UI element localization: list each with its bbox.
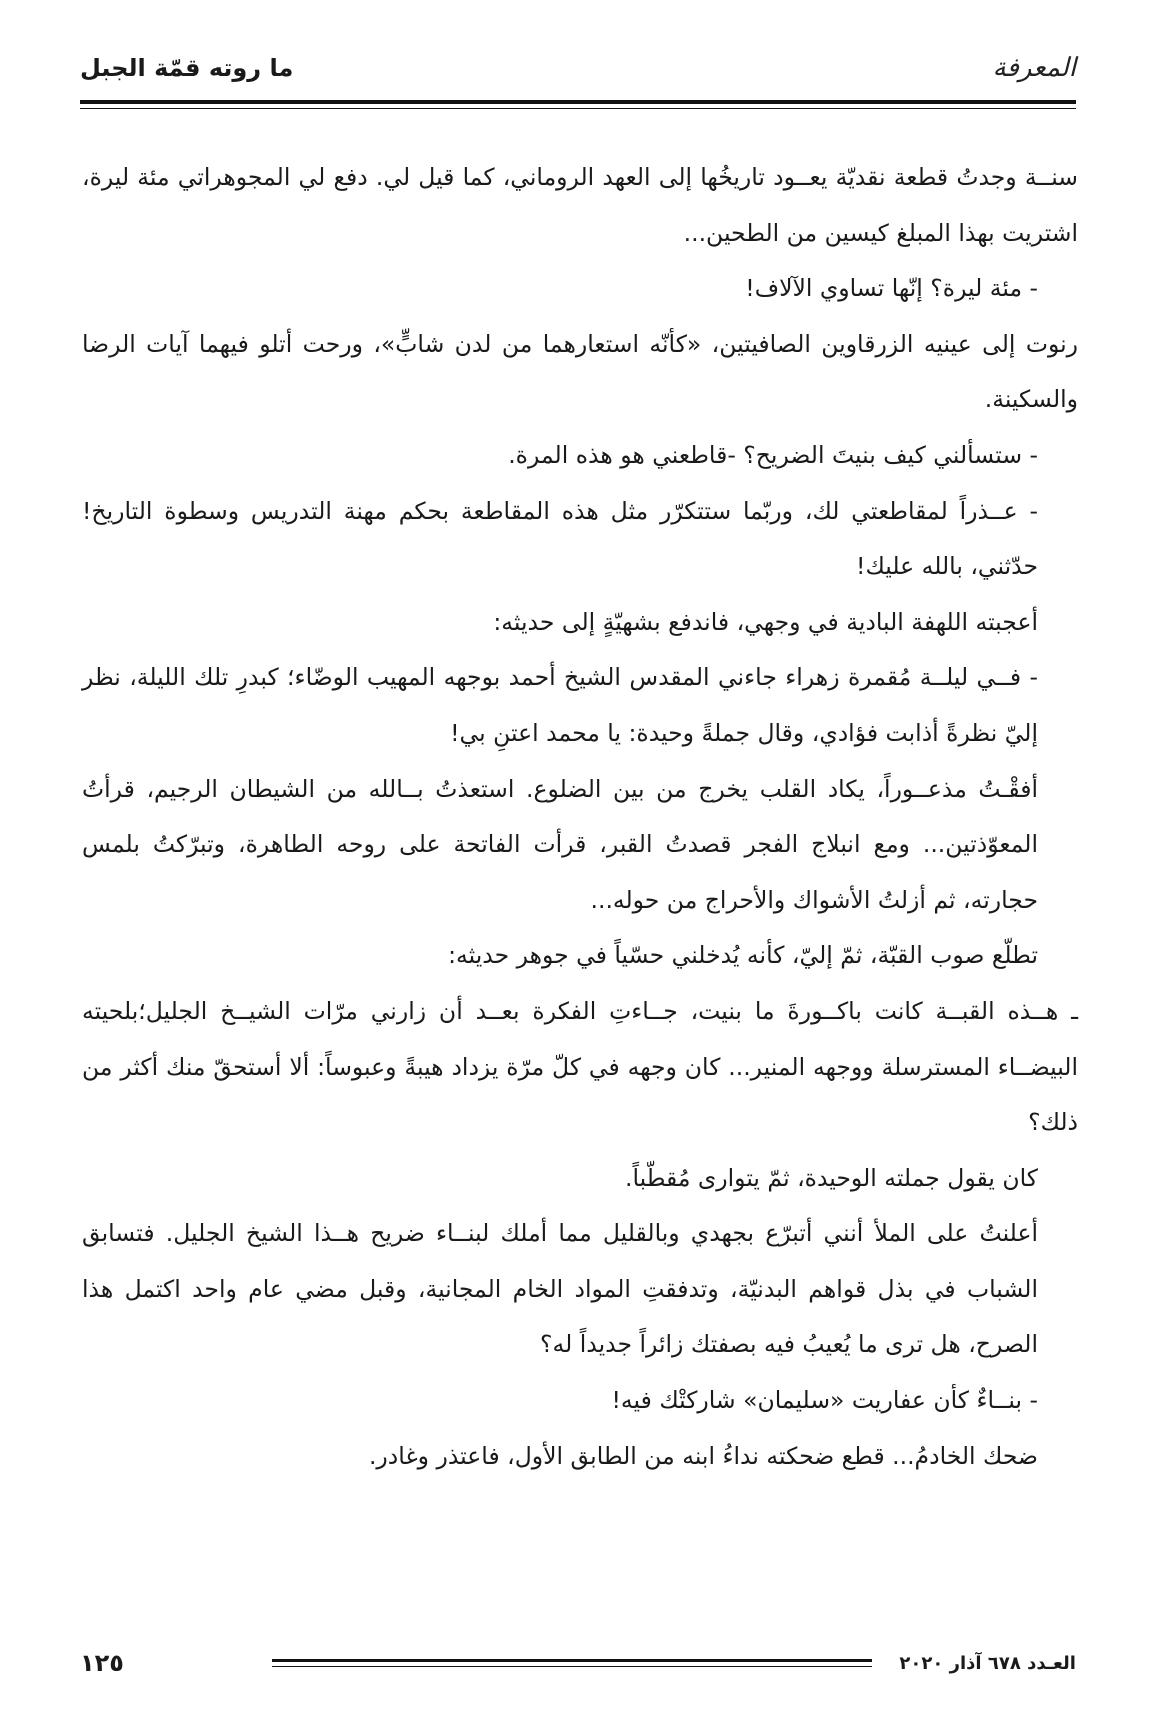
paragraph: ضحك الخادمُ... قطع ضحكته نداءُ ابنه من الطابق الأول، فاعتذر وغادر. [368,1441,1038,1470]
paragraph: - بنــاءٌ كأن عفاريت «سليمان» شاركتْك فيه! [611,1386,1038,1415]
footer-rule [272,1659,872,1667]
paragraph: سنــة وجدتُ قطعة نقديّة يعــود تاريخُها إلى العهد الروماني، كما قيل لي. دفع لي المجوهراتي مئة ليرة، اشتريت بهذا المبلغ كيسين من الطحين... [82,163,1078,247]
paragraph: - عــذراً لمقاطعتي لك، وربّما ستتكرّر مثل هذه المقاطعة بحكم مهنة التدريس وسطوة التاريخ! حدّثني، بالله عليك! [82,496,1038,581]
header-rule-thin [80,108,1076,109]
paragraph: تطلّع صوب القبّة، ثمّ إليّ، كأنه يُدخلني حسّياً في جوهر حديثه: [448,941,1038,970]
magazine-logo: المعرفة [992,53,1076,83]
article-body [82,150,1078,1484]
paragraph: كان يقول جملته الوحيدة، ثمّ يتوارى مُقطّباً. [624,1163,1038,1192]
page-footer [80,1645,1076,1681]
paragraph: - ستسألني كيف بنيتَ الضريح؟ -قاطعني هو هذه المرة. [508,440,1038,469]
paragraph: - مئة ليرة؟ إنّها تساوي الآلاف! [745,274,1038,303]
paragraph: أفقْـتُ مذعــوراً، يكاد القلب يخرج من بين الضلوع. استعذتُ بــالله من الشيطان الرجيم، قرأتُ المعوّذتين... ومع انبلاج الفجر قصدتُ القبر، قرأت الفاتحة على روحه الطاهرة، وتبرّكتُ بلمس حجارته، ثم أزلتُ الأشواك والأحراج من حوله... [82,774,1038,914]
issue-info: العـدد ٦٧٨ آذار ٢٠٢٠ [899,1652,1076,1674]
article-title: ما روته قمّة الجبل [80,54,294,82]
header-rule [80,100,1076,104]
page-number: ١٢٥ [80,1649,124,1677]
paragraph: ـ هــذه القبــة كانت باكــورةَ ما بنيت، جــاءتِ الفكرة بعــد أن زارني مرّات الشيــخ الجليل؛بلحيته البيضــاء المسترسلة ووجهه المنير... كان وجهه في كلّ مرّة يزداد هيبةً وعبوساً: ألا أستحقّ منك أكثر من ذلك؟ [82,996,1078,1137]
paragraph: رنوت إلى عينيه الزرقاوين الصافيتين، «كأنّه استعارهما من لدن شابٍّ»، ورحت أتلو فيهما آيات الرضا والسكينة. [82,329,1078,414]
page-header [80,48,1076,88]
paragraph: أعجبته اللهفة البادية في وجهي، فاندفع بشهيّةٍ إلى حديثه: [493,607,1038,636]
paragraph: - فــي ليلــة مُقمرة زهراء جاءني المقدس الشيخ أحمد بوجهه المهيب الوضّاء؛ كبدرِ تلك الليلة، نظر إليّ نظرةً أذابت فؤادي، وقال جملةً وحيدة: يا محمد اعتنِ بي! [82,663,1038,747]
paragraph: أعلنتُ على الملأ أنني أتبرّع بجهدي وبالقليل مما أملك لبنــاء ضريح هــذا الشيخ الجليل. فتسابق الشباب في بذل قواهم البدنيّة، وتدفقتِ المواد الخام المجانية، وقبل مضي عام واحد اكتمل هذا الصرح، هل ترى ما يُعيبُ فيه بصفتك زائراً جديداً له؟ [82,1219,1038,1359]
